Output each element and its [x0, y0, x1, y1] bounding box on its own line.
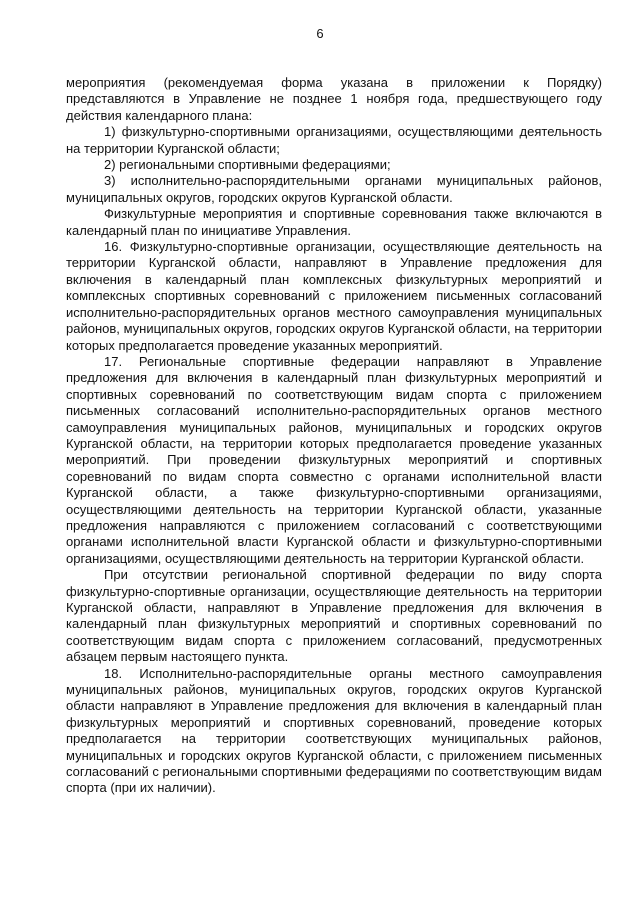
paragraph-intro-continuation: мероприятия (рекомендуемая форма указана в приложении к Порядку) представляются в Управление не позднее 1 ноября года, предшествующего году действия календарного плана: [66, 75, 602, 123]
paragraph-clause-18: 18. Исполнительно-распорядительные органы местного самоуправления муниципальных районов, муниципальных округов, городских округов Курганской области направляют в Управление предложения для включения в календарный план физкультурных мероприятий и спортивных соревнований, проведение которых предполагается на территории соответствующих муниципальных районов, муниципальных и городских округов Курганской области, с приложением письменных согласований с региональными спортивными федерациями по соответствующим видам спорта (при их наличии). [66, 665, 602, 796]
paragraph-clause-16: 16. Физкультурно-спортивные организации, осуществляющие деятельность на территории Курганской области, направляют в Управление предложения для включения в календарный план комплексных физкультурных мероприятий и комплексных спортивных соревнований с приложением письменных согласований исполнительно-распорядительных органов местного самоуправления муниципальных районов, муниципальных округов, городских округов Курганской области, на территории которых предполагается проведение указанных мероприятий. [66, 239, 602, 353]
paragraph-clause-17: 17. Региональные спортивные федерации направляют в Управление предложения для включения в календарный план физкультурных мероприятий и спортивных соревнований по соответствующим видам спорта с приложением письменных согласований исполнительно-распорядительных органов местного самоуправления муниципальных районов, муниципальных и городских округов Курганской области, на территории которых предполагается проведение указанных мероприятий. При проведении физкультурных мероприятий и спортивных соревнований по видам спорта совместно с органами исполнительной власти Курганской области, а также физкультурно-спортивными организациями, осуществляющими деятельность на территории Курганской области, указанные предложения направляются с приложением согласований с соответствующими органами исполнительной власти Курганской области и физкультурно-спортивными организациями, осуществляющими деятельность на территории Курганской области. [66, 353, 602, 566]
paragraph-no-federation: При отсутствии региональной спортивной федерации по виду спорта физкультурно-спортивные организации, осуществляющие деятельность на территории Курганской области, направляют в Управление предложения для включения в календарный план физкультурных мероприятий и спортивных соревнований по соответствующим видам спорта с приложением согласований, предусмотренных абзацем первым настоящего пункта. [66, 567, 602, 665]
list-item-2: 2) региональными спортивными федерациями; [104, 157, 391, 173]
list-item-3: 3) исполнительно-распорядительными органами муниципальных районов, муниципальных округов, городских округов Курганской области. [66, 173, 602, 205]
list-item-1: 1) физкультурно-спортивными организациями, осуществляющими деятельность на территории Курганской области; [66, 124, 602, 156]
paragraph-management-initiative: Физкультурные мероприятия и спортивные соревнования также включаются в календарный план по инициативе Управления. [66, 206, 602, 238]
page-number: 6 [316, 26, 324, 41]
document-body [66, 75, 602, 797]
